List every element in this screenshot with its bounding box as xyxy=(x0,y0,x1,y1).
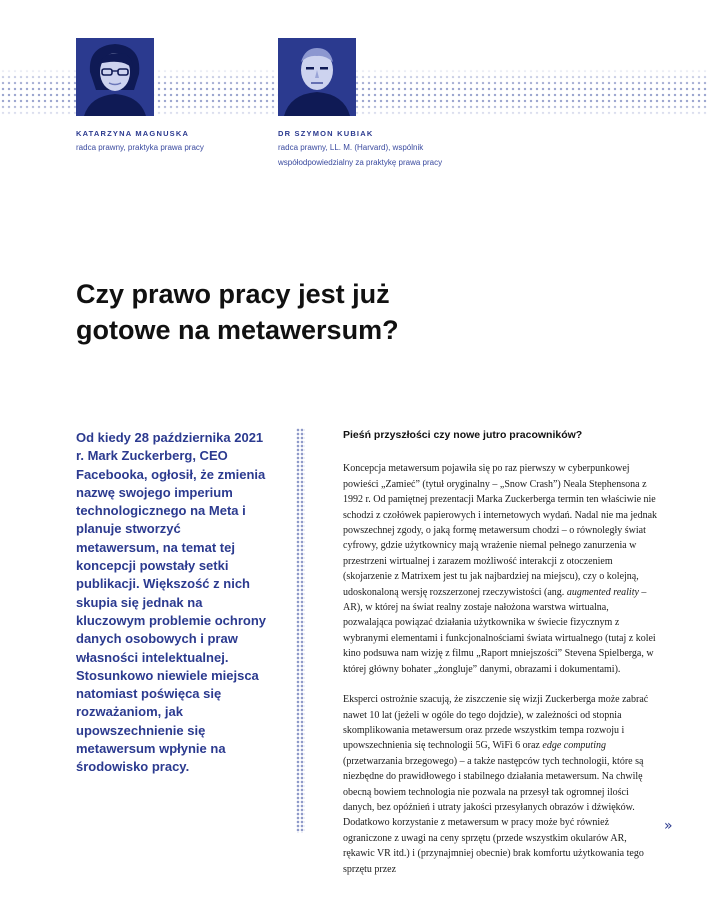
author-role-magnuska: radca prawny, praktyka prawa pracy xyxy=(76,143,204,152)
page-title xyxy=(76,276,536,348)
author-role-kubiak-line-2: współodpowiedzialny za praktykę prawa pracy xyxy=(278,158,443,167)
author-photo-kubiak xyxy=(278,38,356,116)
author-photo-magnuska xyxy=(76,38,154,116)
lead-paragraph: Od kiedy 28 października 2021 r. Mark Zuckerberg, CEO Facebooka, ogłosił, że zmienia nazwę swojego imperium technologicznego na Meta i planuje stworzyć metawersum, na temat tej koncepcji powstały setki publikacji. Większość z nich skupia się jednak na kluczowym problemie ochrony danych osobowych i praw własności intelektualnej. Stosunkowo niewiele miejsca natomiast poświęca się rozważaniom, jak upowszechnienie się metawersum wpłynie na środowisko pracy. xyxy=(76,430,266,775)
page-title-line-2: gotowe na metawersum? xyxy=(76,315,399,345)
article-paragraph-2: Eksperci ostrożnie szacują, że ziszczenie się wizji Zuckerberga może zabrać nawet 10 lat (jeżeli w ogóle do tego dojdzie), w zależności od stopnia skomplikowania metawersum oraz przede wszystkim tempa rozwoju i upowszechnienia się technologii 5G, WiFi 6 oraz edge computing (przetwarzania brzegowego) – a także następców tych technologii, które są niezbędne do prawidłowego i stabilnego działania metawersum. Na chwilę obecną bowiem technologia nie pozwala na przesył tak ogromnej ilości danych, bez opóźnień i utraty jakości przesyłanych obrazów i dźwięków. Dodatkowo korzystanie z metawersum w pracy może być również ograniczone z uwagi na ceny sprzętu (przede wszystkim okularów AR, rękawic VR itd.) i (przynajmniej obecnie) brak komfortu użytkowania tego sprzętu przez xyxy=(343,694,649,875)
continue-arrow-icon: » xyxy=(664,818,673,834)
article-paragraph-1: Koncepcja metawersum pojawiła się po raz pierwszy w cyberpunkowej powieści „Zamieć” (tytuł oryginalny – „Snow Crash”) Neala Stephensona z 1992 r. Od pamiętnej prezentacji Marka Zuckerberga termin ten właściwie nie schodzi z czołówek papierowych i internetowych wydań. Nadal nie ma jednak powszechnej zgody, o jaką formę metawersum chodzi – o równoległy świat cyfrowy, gdzie użytkownicy mają wrażenie niemal pełnego zanurzenia w przestrzeni wirtualnej i zarazem możliwość interakcji z otoczeniem (skojarzenie z Matrixem jest tu jak najbardziej na miejscu), czy o kolejną, udoskonaloną wersję rozszerzonej rzeczywistości (ang. augmented reality – AR), w której na świat realny zostaje nałożona warstwa wirtualna, pozwalająca powiązać działania użytkownika w świecie fizycznym z wybranymi elementami i funkcjonalnościami świata wirtualnego (tutaj z kolei kino podsuwa nam wizję z filmu „Raport mniejszości” Stevena Spielberga, w której główny bohater „żongluje” danymi, obrazami i dokumentami). xyxy=(343,463,658,675)
article-heading: Pieśń przyszłości czy nowe jutro pracowników? xyxy=(343,429,583,441)
author-name-magnuska: KATARZYNA MAGNUSKA xyxy=(76,129,190,138)
portrait-woman-icon xyxy=(76,38,154,116)
portrait-man-icon xyxy=(278,38,356,116)
article-body xyxy=(343,428,659,892)
author-role-kubiak-line-1: radca prawny, LL. M. (Harvard), wspólnik xyxy=(278,143,424,152)
page-title-line-1: Czy prawo pracy jest już xyxy=(76,279,390,309)
dotted-column-separator xyxy=(296,428,305,833)
author-name-kubiak: DR SZYMON KUBIAK xyxy=(278,129,374,138)
